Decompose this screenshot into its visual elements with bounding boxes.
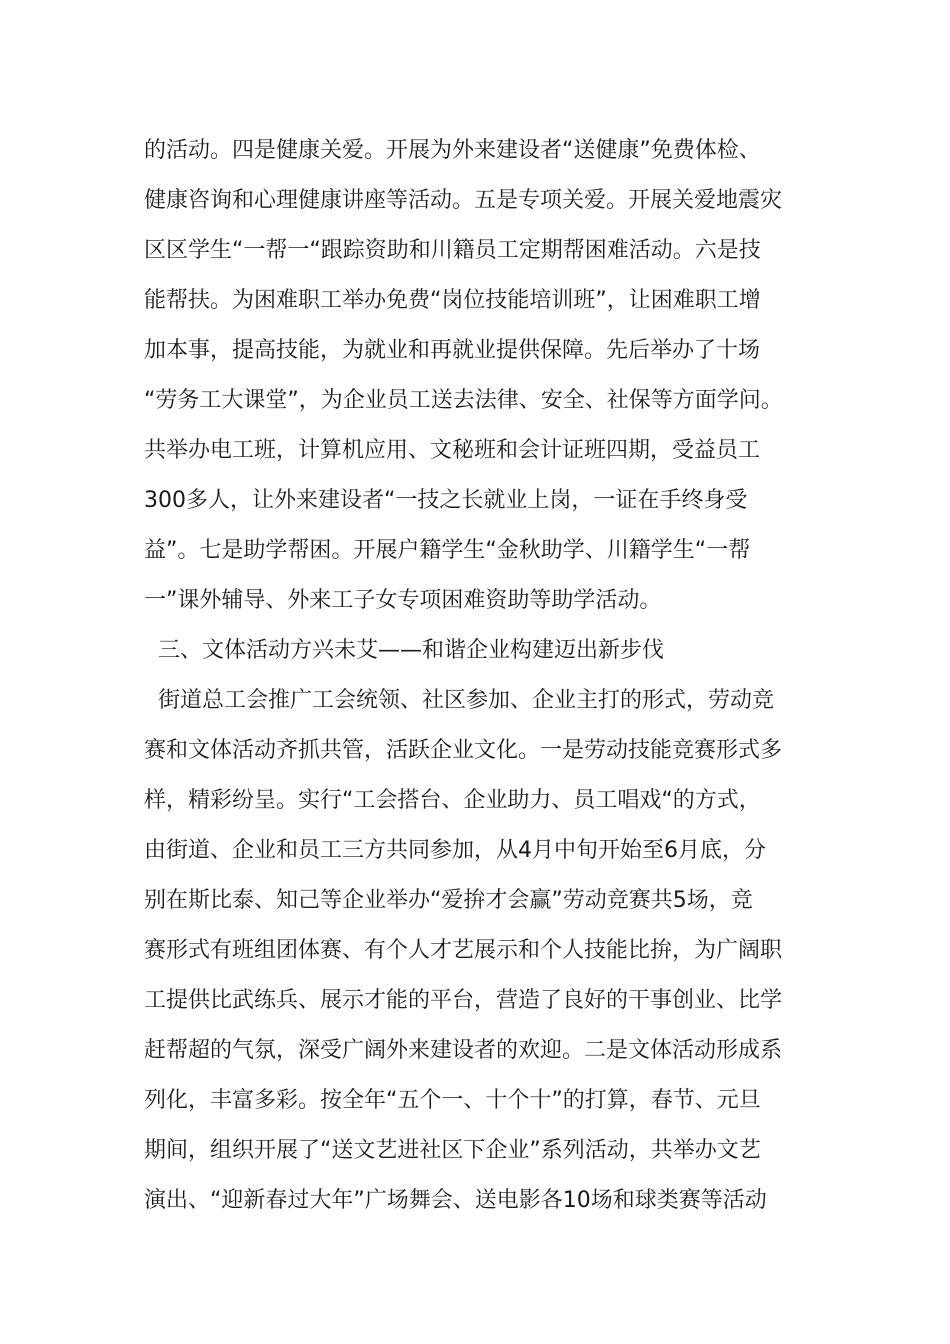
text-line: 的活动。四是健康关爱。开展为外来建设者“送健康”免费体检、 xyxy=(144,138,761,163)
text-line: 演出、“迎新春过大年”广场舞会、送电影各10场和球类赛等活动 xyxy=(144,1188,767,1213)
text-line: 由街道、企业和员工三方共同参加，从4月中旬开始至6月底，分 xyxy=(144,838,766,863)
text-line: “劳务工大课堂”，为企业员工送去法律、安全、社保等方面学问。 xyxy=(144,388,783,413)
text-line: 样，精彩纷呈。实行“工会搭台、企业助力、员工唱戏“的方式， xyxy=(144,788,761,813)
text-line: 列化，丰富多彩。按全年“五个一、十个十”的打算，春节、元旦 xyxy=(144,1088,761,1113)
text-line: 健康咨询和心理健康讲座等活动。五是专项关爱。开展关爱地震灾 xyxy=(144,188,783,213)
text-line: 赶帮超的气氛，深受广阔外来建设者的欢迎。二是文体活动形成系 xyxy=(144,1038,783,1063)
text-line: 工提供比武练兵、展示才能的平台，营造了良好的干事创业、比学 xyxy=(144,988,783,1013)
text-line: 加本事，提高技能，为就业和再就业提供保障。先后举办了十场 xyxy=(144,338,761,363)
section-heading: 三、文体活动方兴未艾——和谐企业构建迈出新步伐 xyxy=(144,638,664,663)
text-line: 能帮扶。为困难职工举办免费“岗位技能培训班”，让困难职工增 xyxy=(144,288,761,313)
text-line: 赛和文体活动齐抓共管，活跃企业文化。一是劳动技能竞赛形式多 xyxy=(144,738,783,763)
text-line: 期间，组织开展了“送文艺进社区下企业”系列活动，共举办文艺 xyxy=(144,1138,761,1163)
body-text xyxy=(144,126,824,1226)
text-line: 300多人，让外来建设者“一技之长就业上岗，一证在手终身受 xyxy=(144,488,748,513)
text-line: 区区学生“一帮一“跟踪资助和川籍员工定期帮困难活动。六是技 xyxy=(144,238,761,263)
text-line: 一”课外辅导、外来工子女专项困难资助等助学活动。 xyxy=(144,588,662,613)
text-line: 别在斯比泰、知己等企业举办“爱拚才会赢”劳动竞赛共5场，竞 xyxy=(144,888,753,913)
text-line: 益”。七是助学帮困。开展户籍学生“金秋助学、川籍学生“一帮 xyxy=(144,538,751,563)
paragraph-start: 街道总工会推广工会统领、社区参加、企业主打的形式，劳动竞 xyxy=(144,688,774,713)
text-line: 共举办电工班，计算机应用、文秘班和会计证班四期，受益员工 xyxy=(144,438,761,463)
text-line: 赛形式有班组团体赛、有个人才艺展示和个人技能比拚，为广阔职 xyxy=(144,938,783,963)
